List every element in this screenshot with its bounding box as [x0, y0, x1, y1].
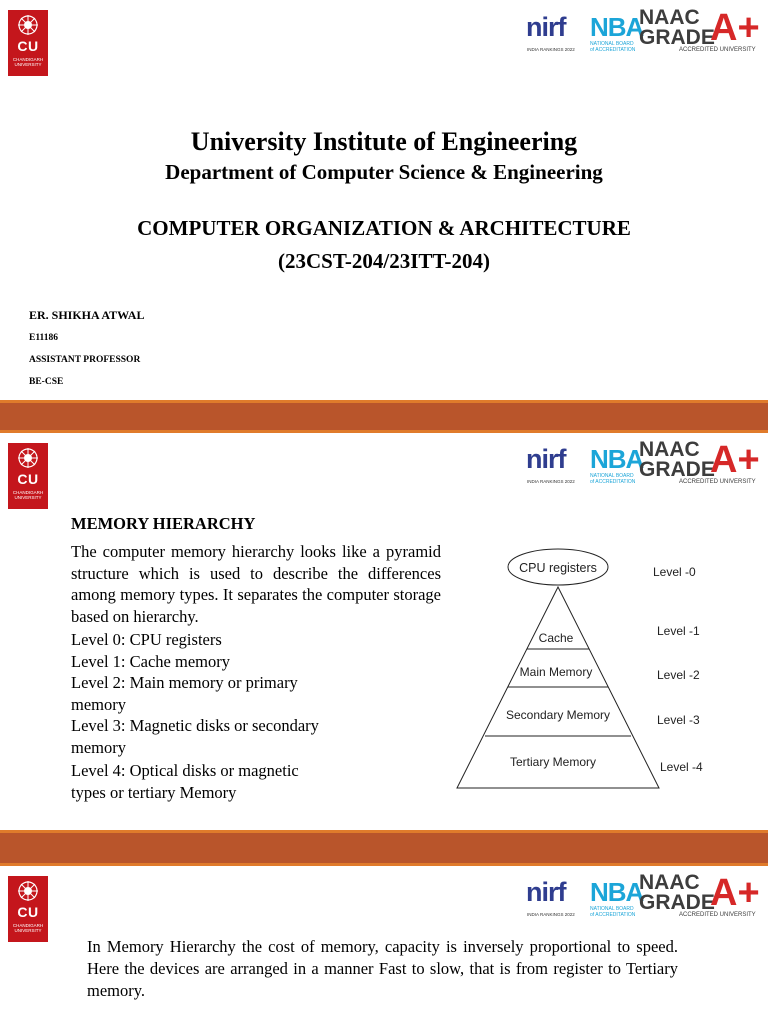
level-label: Level -2: [657, 668, 700, 682]
faculty-name: ER. SHIKHA ATWAL: [29, 308, 145, 322]
cu-logo-text: CU: [17, 904, 39, 920]
accredited-subtext: ACCREDITED UNIVERSITY: [679, 47, 756, 53]
slide-1: [0, 0, 768, 400]
level-list: [71, 629, 331, 803]
accredited-subtext: ACCREDITED UNIVERSITY: [679, 912, 756, 918]
cu-logo: [8, 876, 48, 942]
accredited-subtext: ACCREDITED UNIVERSITY: [679, 479, 756, 485]
nirf-subtext: INDIA RANKINGS 2022: [527, 47, 575, 52]
nba-subtext: NATIONAL BOARD of ACCREDITATION: [590, 906, 636, 918]
separator-band: [0, 403, 768, 430]
tier-cache-label: Cache: [538, 631, 574, 645]
section-heading: MEMORY HIERARCHY: [71, 514, 256, 533]
department-title: Department of Computer Science & Engineering: [165, 160, 603, 184]
level-label: Level -3: [657, 713, 700, 727]
faculty-program: BE-CSE: [29, 377, 64, 387]
course-code: (23CST-204/23ITT-204): [278, 249, 490, 273]
memory-pyramid-diagram: [450, 543, 720, 793]
cu-logo-text: CU: [17, 471, 39, 487]
nba-logo: NBA: [590, 444, 644, 474]
cu-logo-text: CU: [17, 38, 39, 54]
level-item: Level 1: Cache memory: [71, 651, 230, 671]
cu-emblem-icon: [17, 14, 39, 36]
nirf-logo: nirf: [526, 444, 566, 474]
cu-logo-subtext: CHANDIGARH UNIVERSITY: [12, 57, 44, 67]
level-item: Level 2: Main memory or primary memory: [71, 673, 298, 714]
hierarchy-paragraph: The computer memory hierarchy looks like a pyramid structure which is used to describe the differences among memory types. It separates the computer storage based on hierarchy.: [71, 542, 441, 626]
cu-logo: [8, 443, 48, 509]
institute-title: University Institute of Engineering: [190, 127, 578, 156]
accreditation-logos: [526, 871, 766, 923]
faculty-designation: ASSISTANT PROFESSOR: [29, 355, 141, 365]
slide-2: [0, 433, 768, 830]
nba-subtext: NATIONAL BOARD of ACCREDITATION: [590, 41, 636, 53]
nirf-logo: nirf: [526, 12, 566, 42]
level-label: Level -0: [653, 565, 696, 579]
cu-emblem-icon: [17, 447, 39, 469]
separator-band: [0, 833, 768, 863]
cu-logo: [8, 10, 48, 76]
cu-logo-subtext: CHANDIGARH UNIVERSITY: [12, 490, 44, 500]
level-item: Level 4: Optical disks or magnetic types or tertiary Memory: [71, 761, 299, 802]
nba-subtext: NATIONAL BOARD of ACCREDITATION: [590, 473, 636, 485]
tier-main-memory-label: Main Memory: [519, 665, 593, 679]
cu-logo-subtext: CHANDIGARH UNIVERSITY: [12, 923, 44, 933]
nirf-subtext: INDIA RANKINGS 2022: [527, 479, 575, 484]
cpu-registers-label: CPU registers: [519, 561, 597, 575]
naac-logo: NAAC GRADE: [639, 871, 715, 914]
slide-3: [0, 866, 768, 1024]
accreditation-logos: [526, 438, 766, 490]
cu-emblem-icon: [17, 880, 39, 902]
nba-logo: NBA: [590, 877, 644, 907]
nirf-logo: nirf: [526, 877, 566, 907]
cost-capacity-paragraph: In Memory Hierarchy the cost of memory, capacity is inversely proportional to speed. Here the devices are arranged in a manner Fast to slow, that is from register to Tertiary memory.: [87, 937, 678, 1000]
nirf-subtext: INDIA RANKINGS 2022: [527, 912, 575, 917]
tier-tertiary-memory-label: Tertiary Memory: [509, 755, 597, 769]
level-label: Level -1: [657, 624, 700, 638]
naac-logo: NAAC GRADE: [639, 438, 715, 481]
naac-logo: NAAC GRADE: [639, 6, 715, 49]
level-item: Level 3: Magnetic disks or secondary memory: [71, 716, 319, 757]
course-title: COMPUTER ORGANIZATION & ARCHITECTURE: [137, 216, 631, 240]
aplus-grade: A+: [710, 872, 760, 914]
accreditation-logos: [526, 6, 766, 58]
tier-secondary-memory-label: Secondary Memory: [505, 708, 611, 722]
level-item: Level 0: CPU registers: [71, 630, 222, 649]
aplus-grade: A+: [710, 7, 760, 49]
level-label: Level -4: [660, 760, 703, 774]
aplus-grade: A+: [710, 439, 760, 481]
nba-logo: NBA: [590, 12, 644, 42]
faculty-id: E11186: [29, 333, 59, 343]
